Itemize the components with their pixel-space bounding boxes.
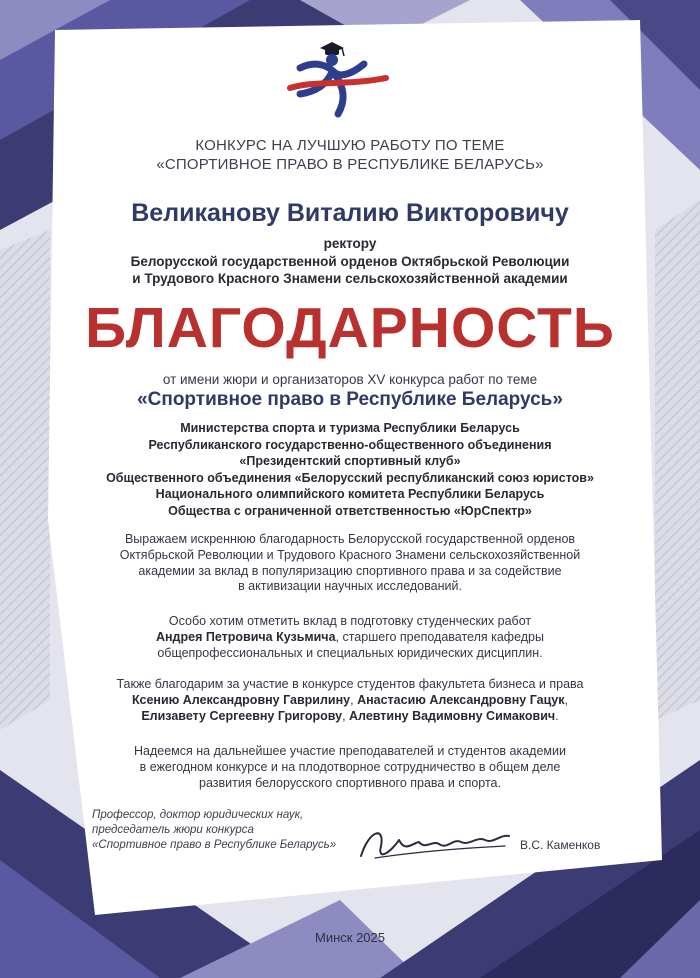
paragraph-gratitude [40, 532, 660, 595]
recipient-name: Великанову Виталию Викторовичу [131, 199, 569, 227]
paragraph-line: академии за вклад в популяризацию спортивного права и за содействие [138, 563, 562, 578]
organizer-line: Национального олимпийского комитета Республики Беларусь [155, 487, 545, 502]
organizer-line: «Президентский спортивный клуб» [239, 454, 461, 469]
organizers-list [40, 420, 660, 520]
organizer-line: Общества с ограниченной ответственностью «ЮрСпектр» [168, 503, 532, 518]
separator: , [564, 692, 568, 707]
paragraph-line: , старшего преподавателя кафедры [335, 629, 544, 644]
student-name: Ксению Александровну Гаврилину [132, 692, 351, 707]
student-name: Елизавету Сергеевну Григорову [141, 708, 343, 723]
handwritten-signature-icon [355, 822, 515, 870]
paragraph-line: Особо хотим отметить вклад в подготовку студенческих работ [168, 614, 532, 628]
paragraph-line: общепрофессиональных и специальных юридических дисциплин. [157, 645, 543, 660]
signatory-title [92, 808, 336, 853]
paragraph-students [40, 677, 660, 724]
end-punctuation: . [555, 708, 559, 723]
organizer-line: Республиканского государственно-общественного объединения [148, 437, 552, 452]
paragraph-line: Также благодарим за участие в конкурсе студентов факультета бизнеса и права [116, 677, 584, 691]
signatory-line: «Спортивное право в Республике Беларусь» [92, 839, 337, 851]
contest-heading [40, 136, 660, 174]
supervisor-name: Андрея Петровича Кузьмича [155, 629, 336, 644]
contest-line-2: «СПОРТИВНОЕ ПРАВО В РЕСПУБЛИКЕ БЕЛАРУСЬ» [156, 156, 544, 173]
contest-name: «Спортивное право в Республике Беларусь» [137, 389, 563, 410]
intro-text: от имени жюри и организаторов XV конкурса работ по теме [162, 372, 538, 387]
paragraph-line: Надеемся на дальнейшее участие преподавателей и студентов академии [133, 744, 566, 758]
organizer-line: Общественного объединения «Белорусский республиканский союз юристов» [106, 470, 594, 485]
signatory-name: В.С. Каменков [520, 838, 601, 852]
paragraph-line: в активизации научных исследований. [238, 579, 462, 594]
place-and-year: Минск 2025 [315, 930, 385, 945]
separator: , [342, 708, 350, 723]
separator: , [350, 692, 358, 707]
recipient-role: ректору [323, 236, 377, 251]
org-line-1: Белорусской государственной орденов Октябрьской Революции [130, 254, 570, 269]
recipient-organization [40, 253, 660, 287]
paragraph-supervisor [40, 614, 660, 661]
student-name: Анастасию Александровну Гацук [357, 692, 565, 707]
paragraph-line: развития белорусского спортивного права и спорта. [199, 775, 501, 790]
paragraph-hope [40, 744, 660, 791]
paragraph-line: Октябрьской Революции и Трудового Красного Знамени сельскохозяйственной [119, 547, 581, 562]
contest-logo-icon [286, 38, 390, 122]
signatory-line: председатель жюри конкурса [92, 824, 254, 836]
org-line-2: и Трудового Красного Знамени сельскохозяйственной академии [132, 271, 568, 286]
paragraph-line: в ежегодном конкурсе и на плодотворное сотрудничество в общем деле [139, 759, 561, 774]
certificate-title: БЛАГОДАРНОСТЬ [85, 296, 615, 360]
student-name: Алевтину Вадимовну Симакович [349, 708, 556, 723]
signatory-line: Профессор, доктор юридических наук, [92, 809, 304, 821]
organizer-line: Министерства спорта и туризма Республики Беларусь [180, 421, 520, 435]
contest-line-1: КОНКУРС НА ЛУЧШУЮ РАБОТУ ПО ТЕМЕ [195, 137, 505, 154]
paragraph-line: Выражаем искреннюю благодарность Белорусской государственной орденов [124, 532, 576, 546]
